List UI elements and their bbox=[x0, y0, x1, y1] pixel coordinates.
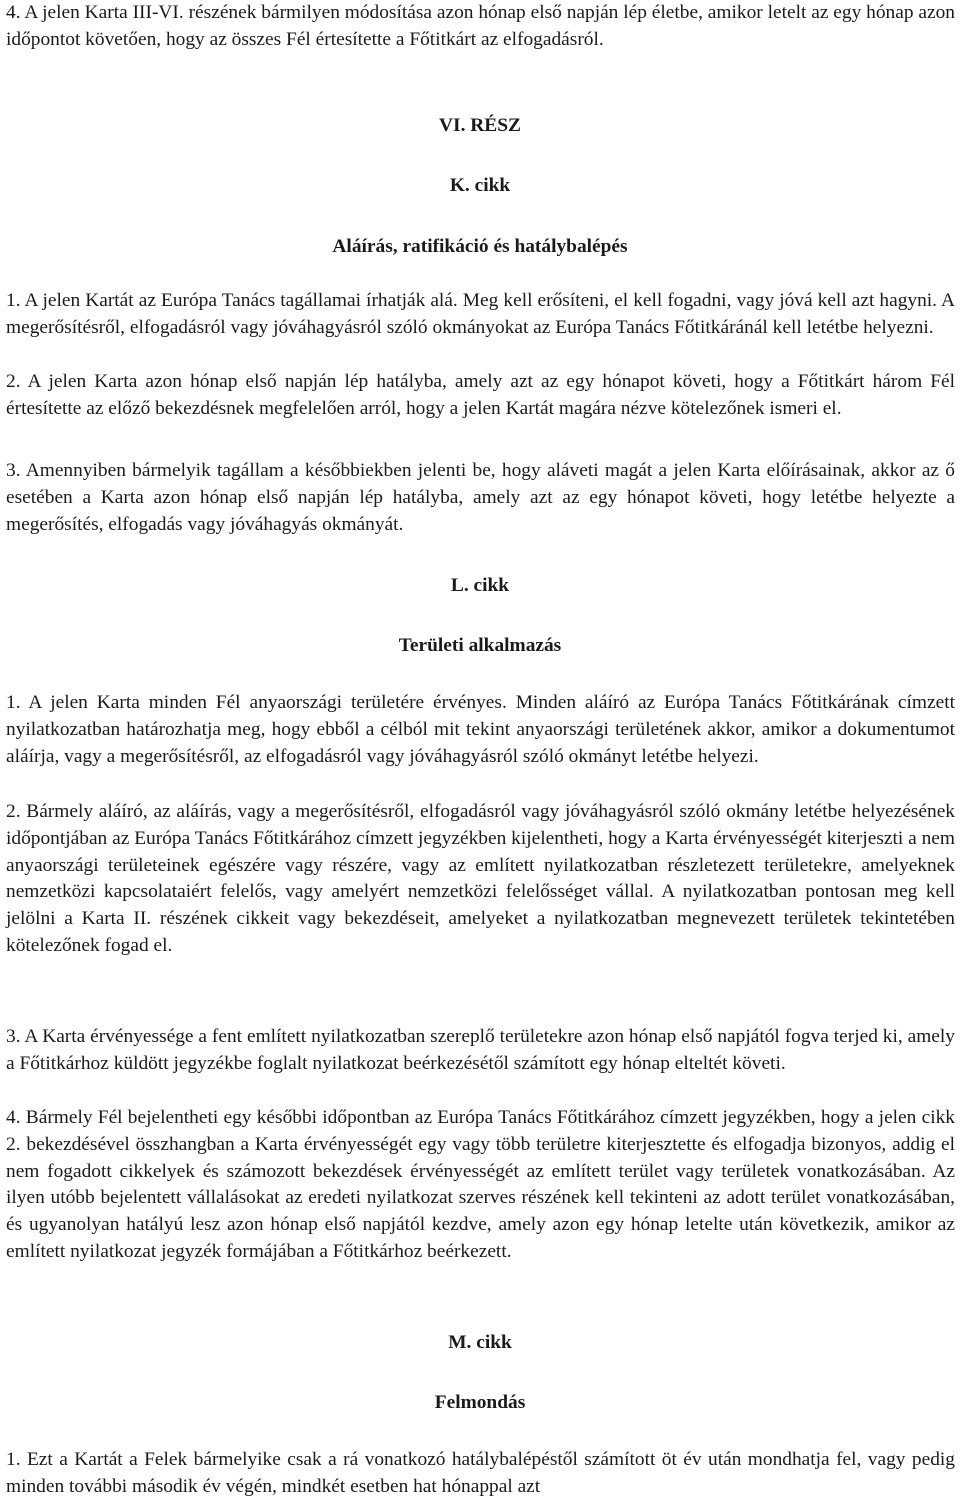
part-heading: VI. RÉSZ bbox=[439, 115, 521, 136]
article-l-paragraph-2: 2. Bármely aláíró, az aláírás, vagy a megerősítésről, elfogadásról vagy jóváhagyásról szóló okmány letétbe helyezésének időpontjában az Európa Tanács Főtitkárához címzett jegyzékben kijelentheti, hogy a Karta érvényességét kiterjeszti a nem anyaországi területeinek egészére vagy részére, vagy az említett nyilatkozatban részletezett területekre, amelyeknek nemzetközi kapcsolataiért felelős, vagy amelyért nemzetközi felelősséget vállal. A nyilatkozatban pontosan meg kell jelölni a Karta II. részének cikkeit vagy bekezdéseit, amelyeket a nyilatkozatban megnevezett területek tekintetében kötelezőnek fogad el. bbox=[6, 801, 955, 956]
article-l-title: Területi alkalmazás bbox=[398, 635, 562, 656]
article-l-number: L. cikk bbox=[450, 575, 510, 596]
article-m-title: Felmondás bbox=[434, 1392, 526, 1413]
article-l-paragraph-1: 1. A jelen Karta minden Fél anyaországi területére érvényes. Minden aláíró az Európa Tanács Főtitkárának címzett nyilatkozatban határozhatja meg, hogy ebből a célból mit tekint anyaországi területének akkor, amikor a dokumentumot aláírja, vagy a megerősítésről, az elfogadásról vagy jóváhagyásról szóló okmányt letétbe helyezi. bbox=[6, 692, 955, 767]
article-k-paragraph-2: 2. A jelen Karta azon hónap első napján lép hatályba, amely azt az egy hónapot követi, hogy a Főtitkárt három Fél értesítette az előző bekezdésnek megfelelően arról, hogy a jelen Kartát magára nézve kötelezőnek ismeri el. bbox=[6, 371, 955, 419]
article-l-paragraph-3: 3. A Karta érvényessége a fent említett nyilatkozatban szereplő területekre azon hónap első napjától fogva terjed ki, amely a Főtitkárhoz küldött jegyzékbe foglalt nyilatkozat beérkezésétől számított egy hónap elteltét követi. bbox=[6, 1026, 955, 1074]
article-m-paragraph-1: 1. Ezt a Kartát a Felek bármelyike csak a rá vonatkozó hatálybalépéstől számított öt év után mondhatja fel, vagy pedig minden további második év végén, mindkét esetben hat hónappal azt bbox=[6, 1449, 955, 1497]
intro-paragraph: 4. A jelen Karta III-VI. részének bármilyen módosítása azon hónap első napján lép életbe, amikor letelt az egy hónap azon időpontot követően, hogy az összes Fél értesítette a Főtitkárt az elfogadásról. bbox=[6, 2, 955, 50]
article-k-paragraph-3: 3. Amennyiben bármelyik tagállam a későbbiekben jelenti be, hogy aláveti magát a jelen Karta előírásainak, akkor az ő esetében a Karta azon hónap első napján lép hatályba, amely azt az egy hónapot követi, hogy letétbe helyezte a megerősítés, elfogadás vagy jóváhagyás okmányát. bbox=[6, 460, 955, 535]
article-k-title: Aláírás, ratifikáció és hatálybalépés bbox=[332, 236, 628, 257]
article-l-paragraph-4: 4. Bármely Fél bejelentheti egy későbbi időpontban az Európa Tanács Főtitkárához címzett jegyzékben, hogy a jelen cikk 2. bekezdésével összhangban a Karta érvényességét egy vagy több területre kiterjesztette és elfogadja bizonyos, addig el nem fogadott cikkelyek és számozott bekezdések érvényességét az említett terület vagy területek vonatkozásában. Az ilyen utóbb bejelentett vállalásokat az eredeti nyilatkozat szerves részének kell tekinteni az adott terület vonatkozásában, és ugyanolyan hatályú lesz azon hónap első napjától kezdve, amely azon egy hónap letelte után következik, amikor az említett nyilatkozat jegyzék formájában a Főtitkárhoz beérkezett. bbox=[6, 1107, 955, 1262]
article-k-number: K. cikk bbox=[449, 175, 511, 196]
article-m-number: M. cikk bbox=[448, 1332, 512, 1353]
article-k-paragraph-1: 1. A jelen Kartát az Európa Tanács tagállamai írhatják alá. Meg kell erősíteni, el kell fogadni, vagy jóvá kell azt hagyni. A megerősítésről, elfogadásról vagy jóváhagyásról szóló okmányokat az Európa Tanács Főtitkáránál kell letétbe helyezni. bbox=[6, 290, 955, 338]
